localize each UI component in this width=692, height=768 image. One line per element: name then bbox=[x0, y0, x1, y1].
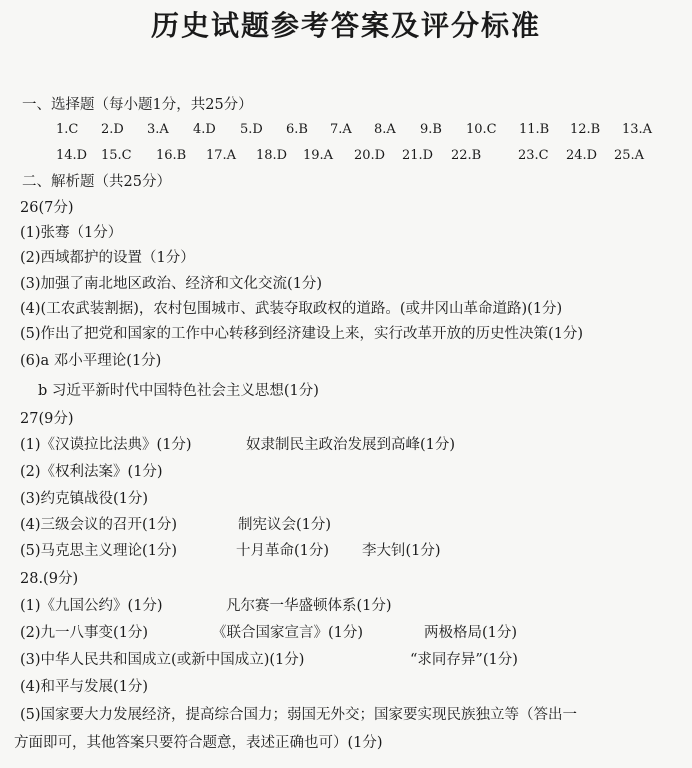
q28-heading: 28.(9分) bbox=[20, 571, 79, 587]
q28-answer-2b: 《联合国家宣言》(1分) bbox=[212, 625, 364, 641]
q26-answer-2: (2)西域都护的设置（1分） bbox=[20, 250, 195, 266]
mcq-answer: 17.A bbox=[206, 148, 237, 163]
mcq-answer: 19.A bbox=[303, 148, 334, 163]
q26-answer-3: (3)加强了南北地区政治、经济和文化交流(1分) bbox=[20, 276, 323, 292]
q27-answer-1: (1)《汉谟拉比法典》(1分) bbox=[20, 437, 192, 453]
q28-answer-2: (2)九一八事变(1分) bbox=[20, 625, 149, 641]
q28-answer-3b: “求同存异”(1分) bbox=[410, 652, 518, 668]
mcq-answer: 4.D bbox=[193, 122, 216, 137]
q27-answer-3: (3)约克镇战役(1分) bbox=[20, 491, 149, 507]
mcq-answer: 23.C bbox=[518, 148, 549, 163]
mcq-answer: 15.C bbox=[101, 148, 132, 163]
page-title: 历史试题参考答案及评分标准 bbox=[150, 9, 541, 42]
mcq-answer: 5.D bbox=[240, 122, 263, 137]
mcq-answer: 10.C bbox=[466, 122, 497, 137]
q26-answer-4: (4)(工农武装割据)，农村包围城市、武装夺取政权的道路。(或井冈山革命道路)(1分) bbox=[20, 301, 563, 317]
mcq-answer: 7.A bbox=[330, 122, 352, 137]
section2-heading: 二、解析题（共25分） bbox=[22, 174, 171, 190]
q27-answer-5: (5)马克思主义理论(1分) bbox=[20, 543, 178, 559]
q26-answer-6a: (6)a 邓小平理论(1分) bbox=[20, 353, 162, 369]
q27-answer-5b: 十月革命(1分) bbox=[236, 543, 330, 559]
q28-answer-1b: 凡尔赛一华盛顿体系(1分) bbox=[226, 598, 392, 614]
mcq-answer: 12.B bbox=[570, 122, 601, 137]
mcq-answer: 3.A bbox=[147, 122, 169, 137]
mcq-answer: 16.B bbox=[156, 148, 187, 163]
mcq-answer: 18.D bbox=[256, 148, 288, 163]
q26-answer-1: (1)张骞（1分） bbox=[20, 225, 123, 241]
mcq-answer: 1.C bbox=[56, 122, 79, 137]
mcq-answer: 25.A bbox=[614, 148, 645, 163]
q26-answer-6b: b 习近平新时代中国特色社会主义思想(1分) bbox=[38, 383, 319, 399]
q27-answer-2: (2)《权利法案》(1分) bbox=[20, 464, 163, 480]
q27-heading: 27(9分) bbox=[20, 411, 74, 427]
q28-answer-1: (1)《九国公约》(1分) bbox=[20, 598, 163, 614]
mcq-answer: 22.B bbox=[451, 148, 482, 163]
q26-answer-5: (5)作出了把党和国家的工作中心转移到经济建设上来，实行改革开放的历史性决策(1分) bbox=[20, 326, 584, 342]
q27-answer-4b: 制宪议会(1分) bbox=[238, 517, 332, 533]
q28-answer-5-continued: 方面即可，其他答案只要符合题意，表述正确也可）(1分) bbox=[14, 735, 383, 751]
q28-answer-4: (4)和平与发展(1分) bbox=[20, 679, 149, 695]
q28-answer-3: (3)中华人民共和国成立(或新中国成立)(1分) bbox=[20, 652, 305, 668]
section1-heading: 一、选择题（每小题1分，共25分） bbox=[22, 97, 253, 113]
q28-answer-2c: 两极格局(1分) bbox=[424, 625, 518, 641]
mcq-answer: 13.A bbox=[622, 122, 653, 137]
mcq-answer: 14.D bbox=[56, 148, 88, 163]
mcq-answers-row1 bbox=[0, 122, 692, 140]
q28-answer-5: (5)国家要大力发展经济，提高综合国力；弱国无外交；国家要实现民族独立等（答出一 bbox=[20, 707, 578, 723]
mcq-answer: 6.B bbox=[286, 122, 308, 137]
mcq-answer: 11.B bbox=[519, 122, 550, 137]
q27-answer-4: (4)三级会议的召开(1分) bbox=[20, 517, 178, 533]
mcq-answers-row2 bbox=[0, 148, 692, 166]
q26-heading: 26(7分) bbox=[20, 200, 74, 216]
q27-answer-5c: 李大钊(1分) bbox=[362, 543, 441, 559]
mcq-answer: 9.B bbox=[420, 122, 442, 137]
q27-answer-1b: 奴隶制民主政治发展到高峰(1分) bbox=[246, 437, 456, 453]
mcq-answer: 2.D bbox=[101, 122, 124, 137]
mcq-answer: 24.D bbox=[566, 148, 598, 163]
mcq-answer: 8.A bbox=[374, 122, 396, 137]
mcq-answer: 20.D bbox=[354, 148, 386, 163]
mcq-answer: 21.D bbox=[402, 148, 434, 163]
